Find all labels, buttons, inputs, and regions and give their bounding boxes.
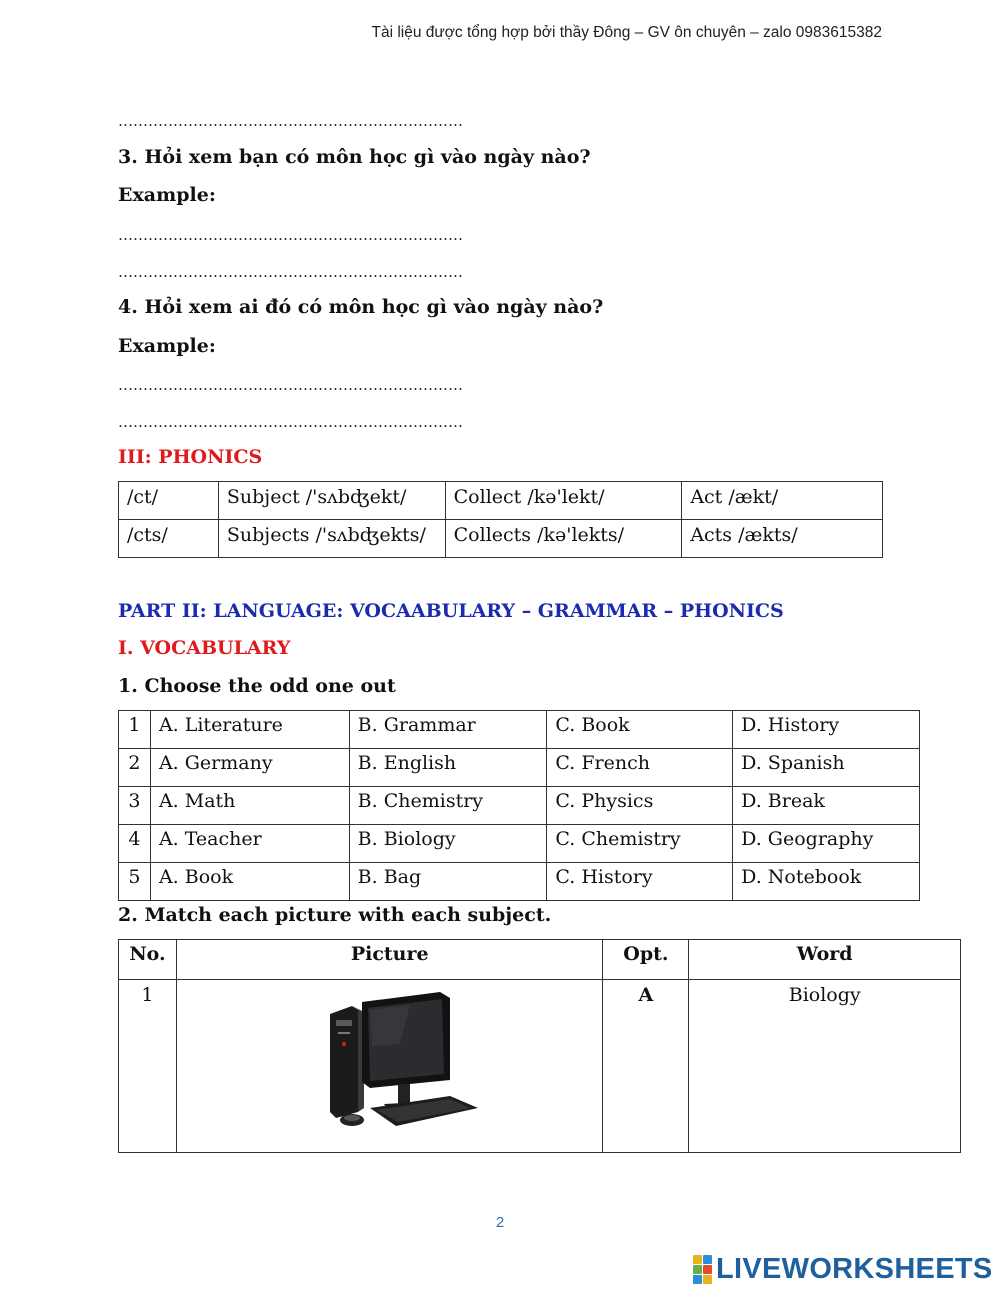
option-letter[interactable]: A xyxy=(603,980,689,1153)
option-d[interactable]: D. Break xyxy=(733,787,920,825)
logo-icon xyxy=(693,1255,712,1284)
option-b[interactable]: B. Chemistry xyxy=(349,787,547,825)
phonics-cell: Collect /kə'lekt/ xyxy=(445,482,682,520)
option-d[interactable]: D. Geography xyxy=(733,825,920,863)
question-3: 3. Hỏi xem bạn có môn học gì vào ngày nào? xyxy=(118,146,591,168)
option-c[interactable]: C. French xyxy=(547,749,733,787)
table-row xyxy=(119,482,883,520)
picture-cell xyxy=(176,980,603,1153)
option-d[interactable]: D. Spanish xyxy=(733,749,920,787)
liveworksheets-logo[interactable] xyxy=(693,1253,993,1286)
row-number: 1 xyxy=(119,980,177,1153)
table-row xyxy=(119,749,920,787)
computer-image xyxy=(300,984,480,1144)
header-word: Word xyxy=(689,940,961,980)
table-row xyxy=(119,520,883,558)
example-label: Example: xyxy=(118,184,216,206)
option-b[interactable]: B. Biology xyxy=(349,825,547,863)
option-c[interactable]: C. Physics xyxy=(547,787,733,825)
part-2-title: PART II: LANGUAGE: VOCAABULARY – GRAMMAR – PHONICS xyxy=(118,600,784,622)
page-number: 2 xyxy=(495,1214,505,1231)
phonics-title: III: PHONICS xyxy=(118,446,263,468)
row-number: 5 xyxy=(119,863,151,901)
header-picture: Picture xyxy=(176,940,603,980)
answer-line[interactable]: …………………………………………………………… xyxy=(118,112,463,130)
phonics-cell: Subjects /'sʌbʤekts/ xyxy=(218,520,445,558)
answer-line[interactable]: …………………………………………………………… xyxy=(118,413,463,431)
option-b[interactable]: B. Grammar xyxy=(349,711,547,749)
option-c[interactable]: C. Chemistry xyxy=(547,825,733,863)
row-number: 3 xyxy=(119,787,151,825)
phonics-cell: Collects /kə'lekts/ xyxy=(445,520,682,558)
option-d[interactable]: D. Notebook xyxy=(733,863,920,901)
option-a[interactable]: A. Math xyxy=(150,787,349,825)
option-a[interactable]: A. Book xyxy=(150,863,349,901)
match-title: 2. Match each picture with each subject. xyxy=(118,904,552,926)
option-c[interactable]: C. History xyxy=(547,863,733,901)
table-row xyxy=(119,711,920,749)
table-header-row xyxy=(119,940,961,980)
phonics-cell: /ct/ xyxy=(119,482,219,520)
row-number: 1 xyxy=(119,711,151,749)
option-a[interactable]: A. Germany xyxy=(150,749,349,787)
vocabulary-title: I. VOCABULARY xyxy=(118,637,291,659)
page-header: Tài liệu được tổng hợp bởi thầy Đông – GV ôn chuyên – zalo 0983615382 xyxy=(371,24,882,41)
phonics-table xyxy=(118,481,883,558)
table-row xyxy=(119,863,920,901)
phonics-cell: Subject /'sʌbʤekt/ xyxy=(218,482,445,520)
answer-line[interactable]: …………………………………………………………… xyxy=(118,226,463,244)
option-c[interactable]: C. Book xyxy=(547,711,733,749)
odd-one-out-title: 1. Choose the odd one out xyxy=(118,675,396,697)
match-table xyxy=(118,939,961,1153)
word-cell[interactable]: Biology xyxy=(689,980,961,1153)
option-b[interactable]: B. Bag xyxy=(349,863,547,901)
phonics-cell: Acts /ækts/ xyxy=(682,520,883,558)
row-number: 2 xyxy=(119,749,151,787)
example-label: Example: xyxy=(118,335,216,357)
header-no: No. xyxy=(119,940,177,980)
question-4: 4. Hỏi xem ai đó có môn học gì vào ngày nào? xyxy=(118,296,604,318)
table-row xyxy=(119,787,920,825)
option-d[interactable]: D. History xyxy=(733,711,920,749)
option-a[interactable]: A. Teacher xyxy=(150,825,349,863)
brand-text: LIVEWORKSHEETS xyxy=(716,1253,993,1285)
answer-line[interactable]: …………………………………………………………… xyxy=(118,376,463,394)
table-row xyxy=(119,825,920,863)
table-row xyxy=(119,980,961,1153)
option-b[interactable]: B. English xyxy=(349,749,547,787)
row-number: 4 xyxy=(119,825,151,863)
option-a[interactable]: A. Literature xyxy=(150,711,349,749)
header-opt: Opt. xyxy=(603,940,689,980)
phonics-cell: Act /ækt/ xyxy=(682,482,883,520)
answer-line[interactable]: …………………………………………………………… xyxy=(118,263,463,281)
phonics-cell: /cts/ xyxy=(119,520,219,558)
odd-one-out-table xyxy=(118,710,920,901)
